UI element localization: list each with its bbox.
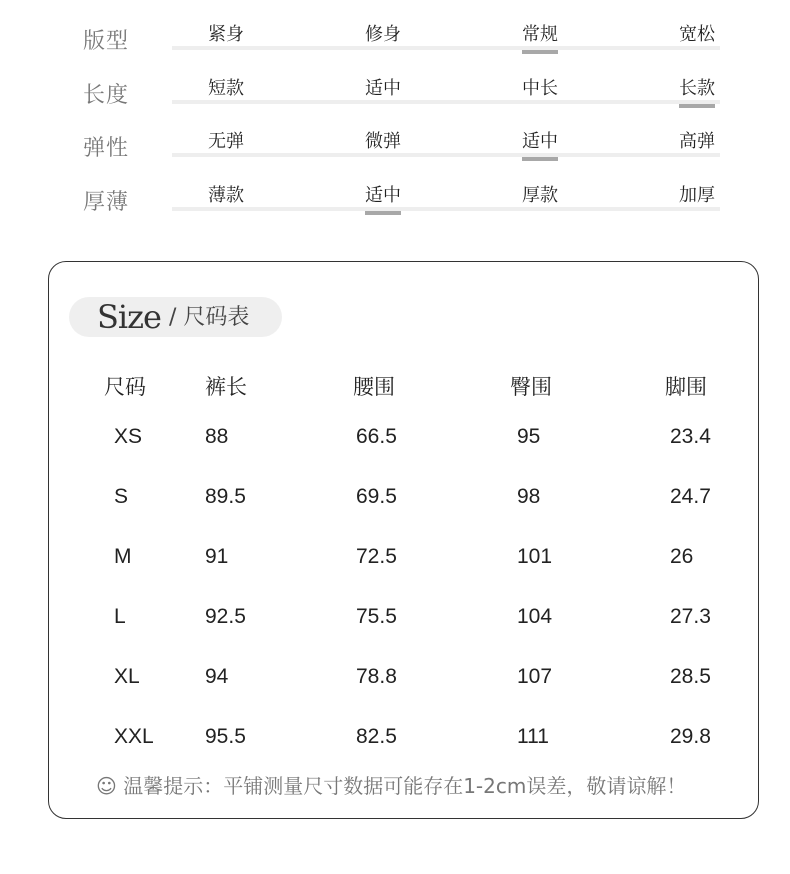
cell-hip: 101 [517,545,553,568]
cell-length: 91 [205,545,229,568]
attribute-label: 弹性 [83,136,130,161]
attribute-track [172,153,720,157]
cell-hip: 95 [517,425,541,448]
cell-length: 88 [205,425,229,448]
cell-size: XXL [114,725,154,748]
cell-waist: 78.8 [356,665,397,688]
cell-length: 92.5 [205,605,246,628]
attribute-option: 薄款 [208,185,244,206]
size-chart-card [48,261,759,819]
cell-hem: 24.7 [670,485,711,508]
cell-hem: 27.3 [670,605,711,628]
attribute-label: 长度 [83,83,130,108]
attribute-option: 修身 [365,24,401,45]
size-title-cn: / 尺码表 [169,305,250,330]
attribute-label: 版型 [83,29,130,54]
attribute-track [172,46,720,50]
header-hip: 臀围 [510,375,552,399]
attribute-option-selected: 常规 [522,20,558,54]
cell-length: 95.5 [205,725,246,748]
cell-waist: 66.5 [356,425,397,448]
cell-waist: 82.5 [356,725,397,748]
cell-waist: 69.5 [356,485,397,508]
header-hem: 脚围 [665,375,707,399]
cell-hip: 107 [517,665,553,688]
cell-size: S [114,485,129,508]
attribute-option: 加厚 [679,185,715,206]
cell-size: XS [114,425,143,448]
measurement-tip: ☺ 温馨提示：平铺测量尺寸数据可能存在1-2cm误差，敬请谅解！ [96,774,687,798]
cell-hem: 26 [670,545,694,568]
attribute-track [172,100,720,104]
cell-hip: 104 [517,605,553,628]
attribute-row-length [0,70,790,124]
header-size: 尺码 [104,375,146,399]
attribute-option: 短款 [208,78,244,99]
attribute-option: 厚款 [522,185,558,206]
cell-size: L [114,605,126,628]
attribute-track [172,207,720,211]
cell-waist: 75.5 [356,605,397,628]
attribute-option: 高弹 [679,131,715,152]
attribute-option: 无弹 [208,131,244,152]
header-pants-length: 裤长 [205,375,247,399]
cell-hem: 29.8 [670,725,711,748]
attribute-option-selected: 适中 [522,127,558,161]
attribute-option: 紧身 [208,24,244,45]
cell-size: XL [114,665,140,688]
size-title-en: Size [97,298,161,336]
cell-hem: 23.4 [670,425,711,448]
attribute-row-fit [0,16,790,70]
attribute-row-elasticity [0,123,790,177]
cell-hip: 111 [517,725,549,748]
attribute-row-thickness [0,177,790,231]
cell-waist: 72.5 [356,545,397,568]
attribute-option-selected: 长款 [679,74,715,108]
attribute-option-selected: 适中 [365,181,401,215]
attribute-label: 厚薄 [83,190,130,215]
cell-hem: 28.5 [670,665,711,688]
cell-length: 94 [205,665,229,688]
cell-length: 89.5 [205,485,246,508]
size-chart-title [69,297,282,337]
attribute-option: 微弹 [365,131,401,152]
cell-size: M [114,545,132,568]
cell-hip: 98 [517,485,541,508]
attribute-option: 宽松 [679,24,715,45]
header-waist: 腰围 [353,375,395,399]
attribute-option: 中长 [522,78,558,99]
attribute-option: 适中 [365,78,401,99]
